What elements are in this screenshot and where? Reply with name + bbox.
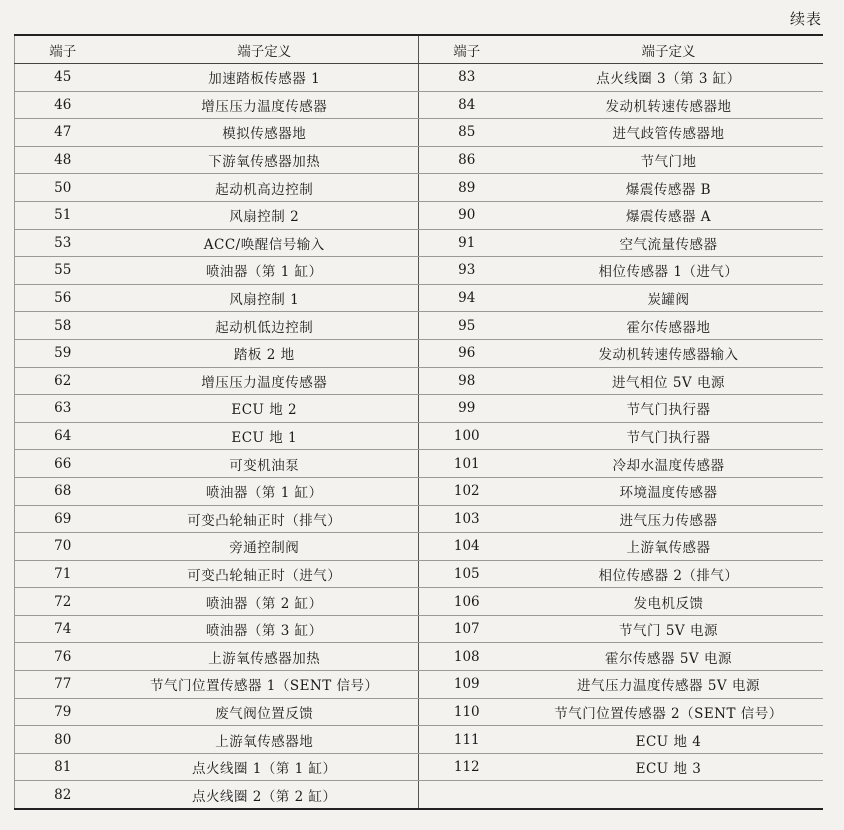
definition-cell: 起动机高边控制 <box>111 174 419 202</box>
definition-cell: ECU 地 2 <box>111 395 419 423</box>
definition-cell: 加速踏板传感器 1 <box>111 64 419 92</box>
terminal-cell: 70 <box>15 533 111 561</box>
terminal-cell: 112 <box>419 753 515 781</box>
table-row <box>15 284 823 312</box>
terminal-cell: 100 <box>419 422 515 450</box>
terminal-cell: 94 <box>419 284 515 312</box>
definition-cell: 空气流量传感器 <box>515 229 823 257</box>
table-row <box>15 753 823 781</box>
definition-cell: 相位传感器 2（排气） <box>515 560 823 588</box>
definition-cell: 相位传感器 1（进气） <box>515 257 823 285</box>
table-row <box>15 781 823 809</box>
definition-cell: 上游氧传感器地 <box>111 726 419 754</box>
definition-cell: 可变凸轮轴正时（排气） <box>111 505 419 533</box>
terminal-cell: 69 <box>15 505 111 533</box>
terminal-cell: 91 <box>419 229 515 257</box>
terminal-cell: 85 <box>419 119 515 147</box>
table-row <box>15 698 823 726</box>
table-row <box>15 119 823 147</box>
terminal-cell <box>419 781 515 809</box>
header-definition-right: 端子定义 <box>515 35 823 64</box>
definition-cell: 起动机低边控制 <box>111 312 419 340</box>
table-header-row <box>15 35 823 64</box>
definition-cell: 模拟传感器地 <box>111 119 419 147</box>
definition-cell: 发电机反馈 <box>515 588 823 616</box>
terminal-cell: 51 <box>15 201 111 229</box>
table-row <box>15 450 823 478</box>
terminal-cell: 59 <box>15 339 111 367</box>
definition-cell: 旁通控制阀 <box>111 533 419 561</box>
terminal-cell: 89 <box>419 174 515 202</box>
continued-label: 续表 <box>789 10 822 28</box>
terminal-cell: 82 <box>15 781 111 809</box>
definition-cell: 爆震传感器 B <box>515 174 823 202</box>
terminal-cell: 86 <box>419 146 515 174</box>
terminal-cell: 81 <box>15 753 111 781</box>
definition-cell: 喷油器（第 1 缸） <box>111 257 419 285</box>
terminal-cell: 109 <box>419 671 515 699</box>
terminal-cell: 104 <box>419 533 515 561</box>
terminal-cell: 83 <box>419 64 515 92</box>
terminal-cell: 50 <box>15 174 111 202</box>
terminal-cell: 76 <box>15 643 111 671</box>
terminal-cell: 93 <box>419 257 515 285</box>
table-row <box>15 257 823 285</box>
table-row <box>15 643 823 671</box>
definition-cell: 节气门位置传感器 1（SENT 信号） <box>111 671 419 699</box>
terminal-cell: 98 <box>419 367 515 395</box>
definition-cell: 霍尔传感器地 <box>515 312 823 340</box>
definition-cell: ECU 地 4 <box>515 726 823 754</box>
terminal-cell: 71 <box>15 560 111 588</box>
terminal-cell: 96 <box>419 339 515 367</box>
table-row <box>15 505 823 533</box>
terminal-cell: 77 <box>15 671 111 699</box>
terminal-cell: 105 <box>419 560 515 588</box>
terminal-cell: 74 <box>15 615 111 643</box>
definition-cell: 炭罐阀 <box>515 284 823 312</box>
terminal-cell: 46 <box>15 91 111 119</box>
definition-cell: 增压压力温度传感器 <box>111 367 419 395</box>
table-row <box>15 560 823 588</box>
terminal-cell: 68 <box>15 477 111 505</box>
header-definition-left: 端子定义 <box>111 35 419 64</box>
table-row <box>15 64 823 92</box>
terminal-cell: 106 <box>419 588 515 616</box>
definition-cell: 发动机转速传感器地 <box>515 91 823 119</box>
table-row <box>15 395 823 423</box>
definition-cell: 踏板 2 地 <box>111 339 419 367</box>
table-row <box>15 174 823 202</box>
definition-cell: 风扇控制 2 <box>111 201 419 229</box>
terminal-cell: 103 <box>419 505 515 533</box>
definition-cell: 环境温度传感器 <box>515 477 823 505</box>
table-row <box>15 339 823 367</box>
definition-cell: ECU 地 1 <box>111 422 419 450</box>
definition-cell: 下游氧传感器加热 <box>111 146 419 174</box>
definition-cell: 废气阀位置反馈 <box>111 698 419 726</box>
terminal-cell: 99 <box>419 395 515 423</box>
terminal-cell: 45 <box>15 64 111 92</box>
table-row <box>15 615 823 643</box>
table-body <box>15 64 823 810</box>
terminal-cell: 111 <box>419 726 515 754</box>
definition-cell: 喷油器（第 2 缸） <box>111 588 419 616</box>
definition-cell: 可变机油泵 <box>111 450 419 478</box>
terminal-cell: 107 <box>419 615 515 643</box>
terminal-cell: 102 <box>419 477 515 505</box>
definition-cell: 进气相位 5V 电源 <box>515 367 823 395</box>
terminal-cell: 64 <box>15 422 111 450</box>
terminal-cell: 58 <box>15 312 111 340</box>
terminal-cell: 80 <box>15 726 111 754</box>
terminal-cell: 48 <box>15 146 111 174</box>
terminal-cell: 47 <box>15 119 111 147</box>
definition-cell: 爆震传感器 A <box>515 201 823 229</box>
terminal-cell: 53 <box>15 229 111 257</box>
table-row <box>15 588 823 616</box>
definition-cell: 点火线圈 3（第 3 缸） <box>515 64 823 92</box>
definition-cell: 进气压力温度传感器 5V 电源 <box>515 671 823 699</box>
table-row <box>15 201 823 229</box>
definition-cell: 点火线圈 1（第 1 缸） <box>111 753 419 781</box>
table-row <box>15 312 823 340</box>
terminal-cell: 84 <box>419 91 515 119</box>
definition-cell: 点火线圈 2（第 2 缸） <box>111 781 419 809</box>
table-row <box>15 726 823 754</box>
terminal-cell: 90 <box>419 201 515 229</box>
definition-cell: 喷油器（第 3 缸） <box>111 615 419 643</box>
terminal-cell: 66 <box>15 450 111 478</box>
table-row <box>15 477 823 505</box>
definition-cell: 进气压力传感器 <box>515 505 823 533</box>
definition-cell <box>515 781 823 809</box>
terminal-cell: 62 <box>15 367 111 395</box>
terminal-cell: 63 <box>15 395 111 423</box>
terminal-cell: 108 <box>419 643 515 671</box>
definition-cell: 节气门 5V 电源 <box>515 615 823 643</box>
definition-cell: ACC/唤醒信号输入 <box>111 229 419 257</box>
table-row <box>15 91 823 119</box>
header-terminal-left: 端子 <box>15 35 111 64</box>
definition-cell: 冷却水温度传感器 <box>515 450 823 478</box>
terminal-cell: 56 <box>15 284 111 312</box>
definition-cell: 霍尔传感器 5V 电源 <box>515 643 823 671</box>
table-row <box>15 533 823 561</box>
table-row <box>15 146 823 174</box>
terminal-definition-table <box>14 34 823 810</box>
definition-cell: 节气门执行器 <box>515 395 823 423</box>
terminal-cell: 55 <box>15 257 111 285</box>
definition-cell: 上游氧传感器 <box>515 533 823 561</box>
table-row <box>15 229 823 257</box>
table-row <box>15 422 823 450</box>
header-terminal-right: 端子 <box>419 35 515 64</box>
definition-cell: 风扇控制 1 <box>111 284 419 312</box>
terminal-cell: 72 <box>15 588 111 616</box>
definition-cell: 喷油器（第 1 缸） <box>111 477 419 505</box>
definition-cell: ECU 地 3 <box>515 753 823 781</box>
definition-cell: 节气门执行器 <box>515 422 823 450</box>
table-row <box>15 367 823 395</box>
terminal-cell: 101 <box>419 450 515 478</box>
definition-cell: 进气歧管传感器地 <box>515 119 823 147</box>
definition-cell: 上游氧传感器加热 <box>111 643 419 671</box>
definition-cell: 节气门位置传感器 2（SENT 信号） <box>515 698 823 726</box>
definition-cell: 发动机转速传感器输入 <box>515 339 823 367</box>
definition-cell: 可变凸轮轴正时（进气） <box>111 560 419 588</box>
definition-cell: 节气门地 <box>515 146 823 174</box>
definition-cell: 增压压力温度传感器 <box>111 91 419 119</box>
terminal-cell: 110 <box>419 698 515 726</box>
table-row <box>15 671 823 699</box>
terminal-cell: 95 <box>419 312 515 340</box>
terminal-cell: 79 <box>15 698 111 726</box>
